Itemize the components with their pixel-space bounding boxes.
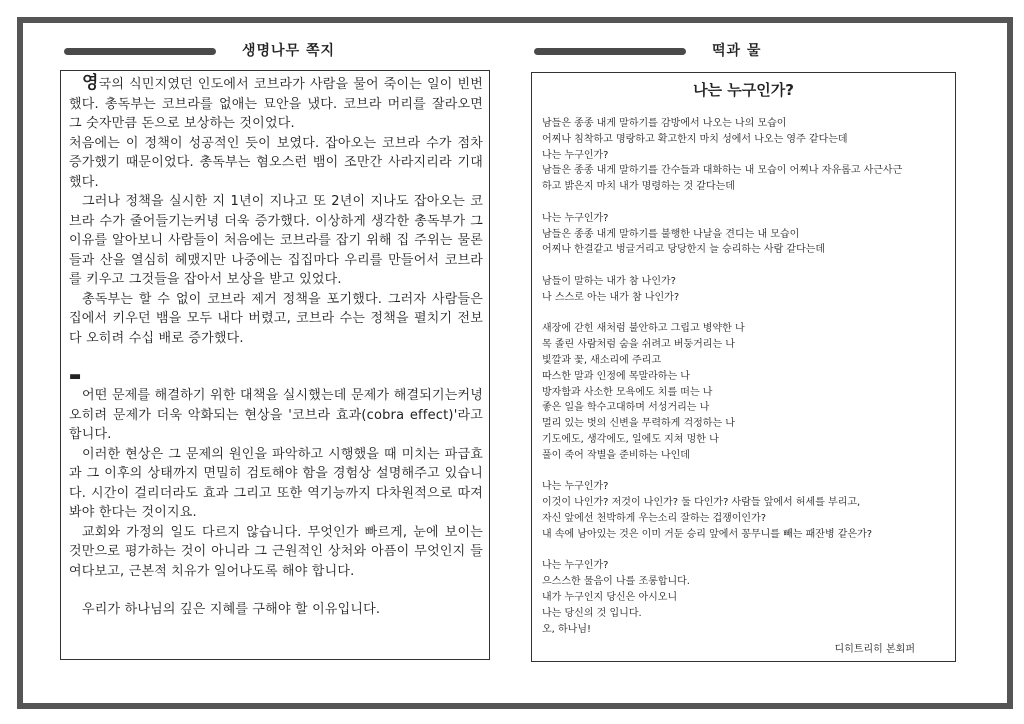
essay-paragraph-4: 총독부는 할 수 없이 코브라 제거 정책을 포기했다. 그러자 사람들은 집에서 키우던 뱀을 모두 내다 버렸고, 코브라 수는 정책을 펼치기 전보다 오히려 수십 배로 증가했다. <box>69 291 483 346</box>
poem-line: 남들이 말하는 내가 참 나인가? <box>542 275 676 287</box>
poem-line: 남들은 종종 내게 말하기를 감방에서 나오는 나의 모습이 <box>542 118 787 129</box>
poem-line: 내가 누구인지 당신은 아시오니 <box>542 591 678 603</box>
essay-paragraph-6: 이러한 현상은 그 문제의 원인을 파악하고 시행했을 때 미치는 파급효과 그 이후의 상태까지 면밀히 검토해야 함을 경험상 설명해주고 있습니다. 시간이 걸리더라도 효과 그리고 또한 역기능까지 다차원적으로 따져봐야 한다는 것이지요. <box>69 446 483 520</box>
poem-line: 하고 밝은지 마치 내가 명령하는 것 같다는데 <box>542 181 735 193</box>
essay-paragraph-1: 영국의 식민지였던 인도에서 코브라가 사람을 물어 죽이는 일이 빈번했다. 총독부는 코브라를 없애는 묘안을 냈다. 코브라 머리를 잘라오면 그 숫자만큼 돈으로 보상하는 것이었다. <box>69 73 483 131</box>
essay-paragraph-7: 교회와 가정의 일도 다르지 않습니다. 무엇인가 빠르게, 눈에 보이는 것만으로 평가하는 것이 아니라 그 근원적인 상처와 아픔이 무엇인지 들여다보고, 근본적 치유가 일어나도록 해야 합니다. <box>69 524 483 579</box>
poem-line: 목 졸린 사람처럼 숨을 쉬려고 버둥거리는 나 <box>542 339 735 351</box>
stanza-gap <box>542 306 945 322</box>
essay-paragraph-2: 처음에는 이 정책이 성공적인 듯이 보였다. 잡아오는 코브라 수가 점차 증가했기 때문이었다. 총독부는 혐오스런 뱀이 조만간 사라지리라 기대했다. <box>69 135 483 190</box>
poem-line: 따스한 말과 인정에 목말라하는 나 <box>542 370 690 382</box>
poem-line: 풀이 죽어 작별을 준비하는 나인데 <box>542 449 690 461</box>
stanza-gap <box>542 258 945 274</box>
section-marker: ▬ <box>69 369 82 384</box>
poem-line: 어찌나 침착하고 명랑하고 확고한지 마치 성에서 나오는 영주 같다는데 <box>542 133 848 145</box>
poem-title: 나는 누구인가? <box>693 81 794 99</box>
poem-line: 남들은 종종 내게 말하기를 불행한 나날을 견디는 내 모습이 <box>542 228 800 240</box>
poem-line: 어찌나 한결같고 벙글거리고 당당한지 늘 승리하는 사람 같다는데 <box>542 244 826 256</box>
poem-line: 나는 누구인가? <box>542 481 609 493</box>
left-header-title: 생명나무 쪽지 <box>242 43 336 59</box>
left-header-bar <box>64 48 216 55</box>
poem-line: 나는 당신의 것 입니다. <box>542 607 642 619</box>
poem-line: 오, 하나님! <box>542 623 592 635</box>
poem-box <box>531 72 956 662</box>
poem-line: 내 속에 남아있는 것은 이미 거둔 승리 앞에서 꽁무니를 빼는 패잔병 같은가? <box>542 528 873 540</box>
poem-line: 으스스한 물음이 나를 조롱합니다. <box>542 576 690 588</box>
poem-line: 나는 누구인가? <box>542 212 609 224</box>
essay-paragraph-3: 그러나 정책을 실시한 지 1년이 지나고 또 2년이 지나도 잡아오는 코브라 수가 줄어들기는커녕 더욱 증가했다. 이상하게 생각한 총독부가 그 이유를 알아보니 사람들이 처음에는 코브라를 잡기 위해 집 주위는 물론 들과 산을 열심히 헤맸지만 나중에는 집집마다 우리를 만들어서 코브라를 키우고 그것들을 잡아서 보상을 받고 있었다. <box>69 194 483 287</box>
poem-line: 나는 누구인가? <box>542 560 609 572</box>
spacer <box>69 581 483 600</box>
poem-line: 자신 앞에선 천박하게 우는소리 잘하는 겁쟁이인가? <box>542 512 767 524</box>
right-header-bar <box>534 48 686 55</box>
poem-lines <box>542 116 945 637</box>
poem-line: 남들은 종종 내게 말하기를 간수들과 대화하는 내 모습이 어찌나 자유롭고 사근사근 <box>542 165 903 177</box>
poem-line: 좋은 일을 학수고대하며 서성거리는 나 <box>542 402 710 414</box>
dropcap: 영 <box>82 73 99 93</box>
poem-author: 디히트리히 본회퍼 <box>834 644 915 655</box>
poem-line: 방자함과 사소한 모욕에도 치를 떠는 나 <box>542 386 713 398</box>
poem-line: 기도에도, 생각에도, 일에도 지쳐 멍한 나 <box>542 433 719 445</box>
right-header-title: 떡과 물 <box>712 43 762 59</box>
poem-line: 새장에 갇힌 새처럼 불안하고 그립고 병약한 나 <box>542 323 745 335</box>
poem-line: 멀리 있는 벗의 신변을 무력하게 걱정하는 나 <box>542 418 735 430</box>
spacer <box>69 348 483 367</box>
stanza-gap <box>542 195 945 211</box>
stanza-gap <box>542 464 945 480</box>
essay-box <box>60 70 490 660</box>
poem-line: 나 스스로 아는 내가 참 나인가? <box>542 291 680 303</box>
essay-closing: 우리가 하나님의 깊은 지혜를 구해야 할 이유입니다. <box>82 602 381 617</box>
poem-line: 빛깔과 꽃, 새소리에 주리고 <box>542 354 661 366</box>
stanza-gap <box>542 543 945 559</box>
essay-paragraph-5: 어떤 문제를 해결하기 위한 대책을 실시했는데 문제가 해결되기는커녕 오히려 문제가 더욱 악화되는 현상을 '코브라 효과(cobra effect)'라고 합니다. <box>69 388 483 442</box>
poem-line: 이것이 나인가? 저것이 나인가? 둘 다인가? 사람들 앞에서 허세를 부리고, <box>542 497 861 509</box>
poem-line: 나는 누구인가? <box>542 149 609 161</box>
